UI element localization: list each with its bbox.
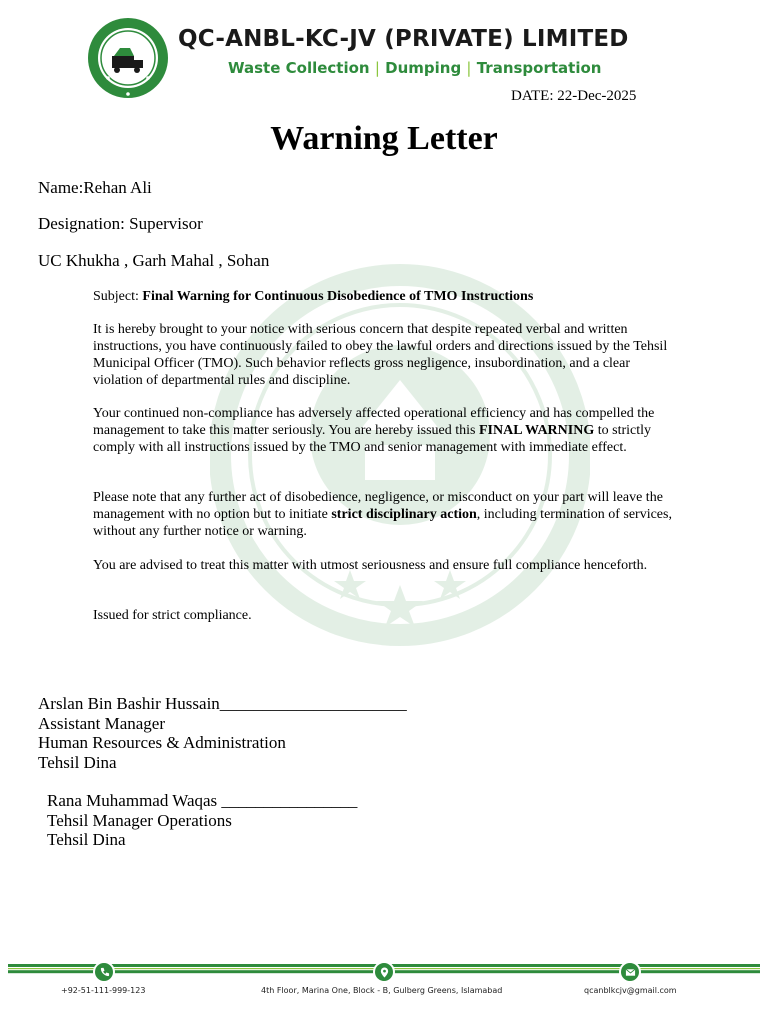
letter-date: DATE: 22-Dec-2025: [511, 88, 637, 104]
paragraph-text: Your continued non-compliance has adversely affected operational efficiency and has compelled the management to take this matter seriously. You are hereby issued this: [93, 406, 655, 438]
letter-subject: [93, 288, 673, 305]
paragraph-text: , including termination of services, without any further notice or warning.: [93, 507, 672, 539]
subject-text: Final Warning for Continuous Disobedience of TMO Instructions: [142, 289, 534, 304]
signatory-name: Rana Muhammad Waqas ________________: [47, 791, 358, 810]
footer-address: 4th Floor, Marina One, Block - B, Gulberg Greens, Islamabad: [261, 986, 503, 995]
phone-icon: [93, 961, 115, 983]
signatory-title: Tehsil Manager Operations: [47, 810, 232, 830]
signatory-department: Human Resources & Administration: [38, 733, 286, 753]
paragraph-text: Please note that any further act of disobedience, negligence, or misconduct on your part will leave the management with no option but to initiate: [93, 490, 663, 522]
tagline-dumping: Dumping: [385, 59, 462, 77]
footer-phone: +92-51-111-999-123: [61, 986, 146, 995]
recipient-designation: Designation: Supervisor: [38, 214, 203, 233]
tagline-separator: |: [374, 59, 380, 77]
company-logo: [86, 16, 170, 100]
signatory-location: Tehsil Dina: [38, 752, 117, 772]
company-tagline: [228, 59, 601, 77]
signatory-name: Arslan Bin Bashir Hussain______________________: [38, 694, 407, 713]
subject-label: Subject:: [93, 289, 143, 304]
signatory-location: Tehsil Dina: [47, 830, 126, 850]
paragraph-closing: Issued for strict compliance.: [93, 608, 252, 623]
location-pin-icon: [373, 961, 395, 983]
paragraph-advice: You are advised to treat this matter with utmost seriousness and ensure full compliance henceforth.: [93, 558, 648, 573]
paragraph-text: to strictly comply with all instructions issued by the TMO and senior management with immediate effect.: [93, 423, 652, 455]
tagline-transportation: Transportation: [476, 59, 602, 77]
signatory-operations: [47, 791, 357, 850]
mail-icon: [619, 961, 641, 983]
tagline-separator: |: [466, 59, 472, 77]
tagline-waste-collection: Waste Collection: [228, 59, 370, 77]
signatory-hr: [38, 694, 407, 772]
final-warning-emphasis: FINAL WARNING: [478, 423, 595, 438]
signatory-title: Assistant Manager: [38, 713, 166, 733]
footer-email: qcanblkcjv@gmail.com: [584, 986, 677, 995]
company-name: QC-ANBL-KC-JV (PRIVATE) LIMITED: [178, 26, 629, 52]
disciplinary-action-emphasis: strict disciplinary action: [331, 507, 477, 522]
recipient-name: Name:Rehan Ali: [38, 178, 152, 197]
recipient-location: UC Khukha , Garh Mahal , Sohan: [38, 251, 270, 270]
letter-title: Warning Letter: [270, 120, 498, 157]
paragraph-disciplinary-action: [93, 489, 673, 540]
paragraph-final-warning: [93, 405, 673, 456]
paragraph-notice: It is hereby brought to your notice with serious concern that despite repeated verbal and written instructions, you have continuously failed to obey the lawful orders and directions issued by the Tehsil Municipal Officer (TMO). Such behavior reflects gross negligence, insubordination, and a clear violation of departmental rules and discipline.: [93, 322, 668, 388]
